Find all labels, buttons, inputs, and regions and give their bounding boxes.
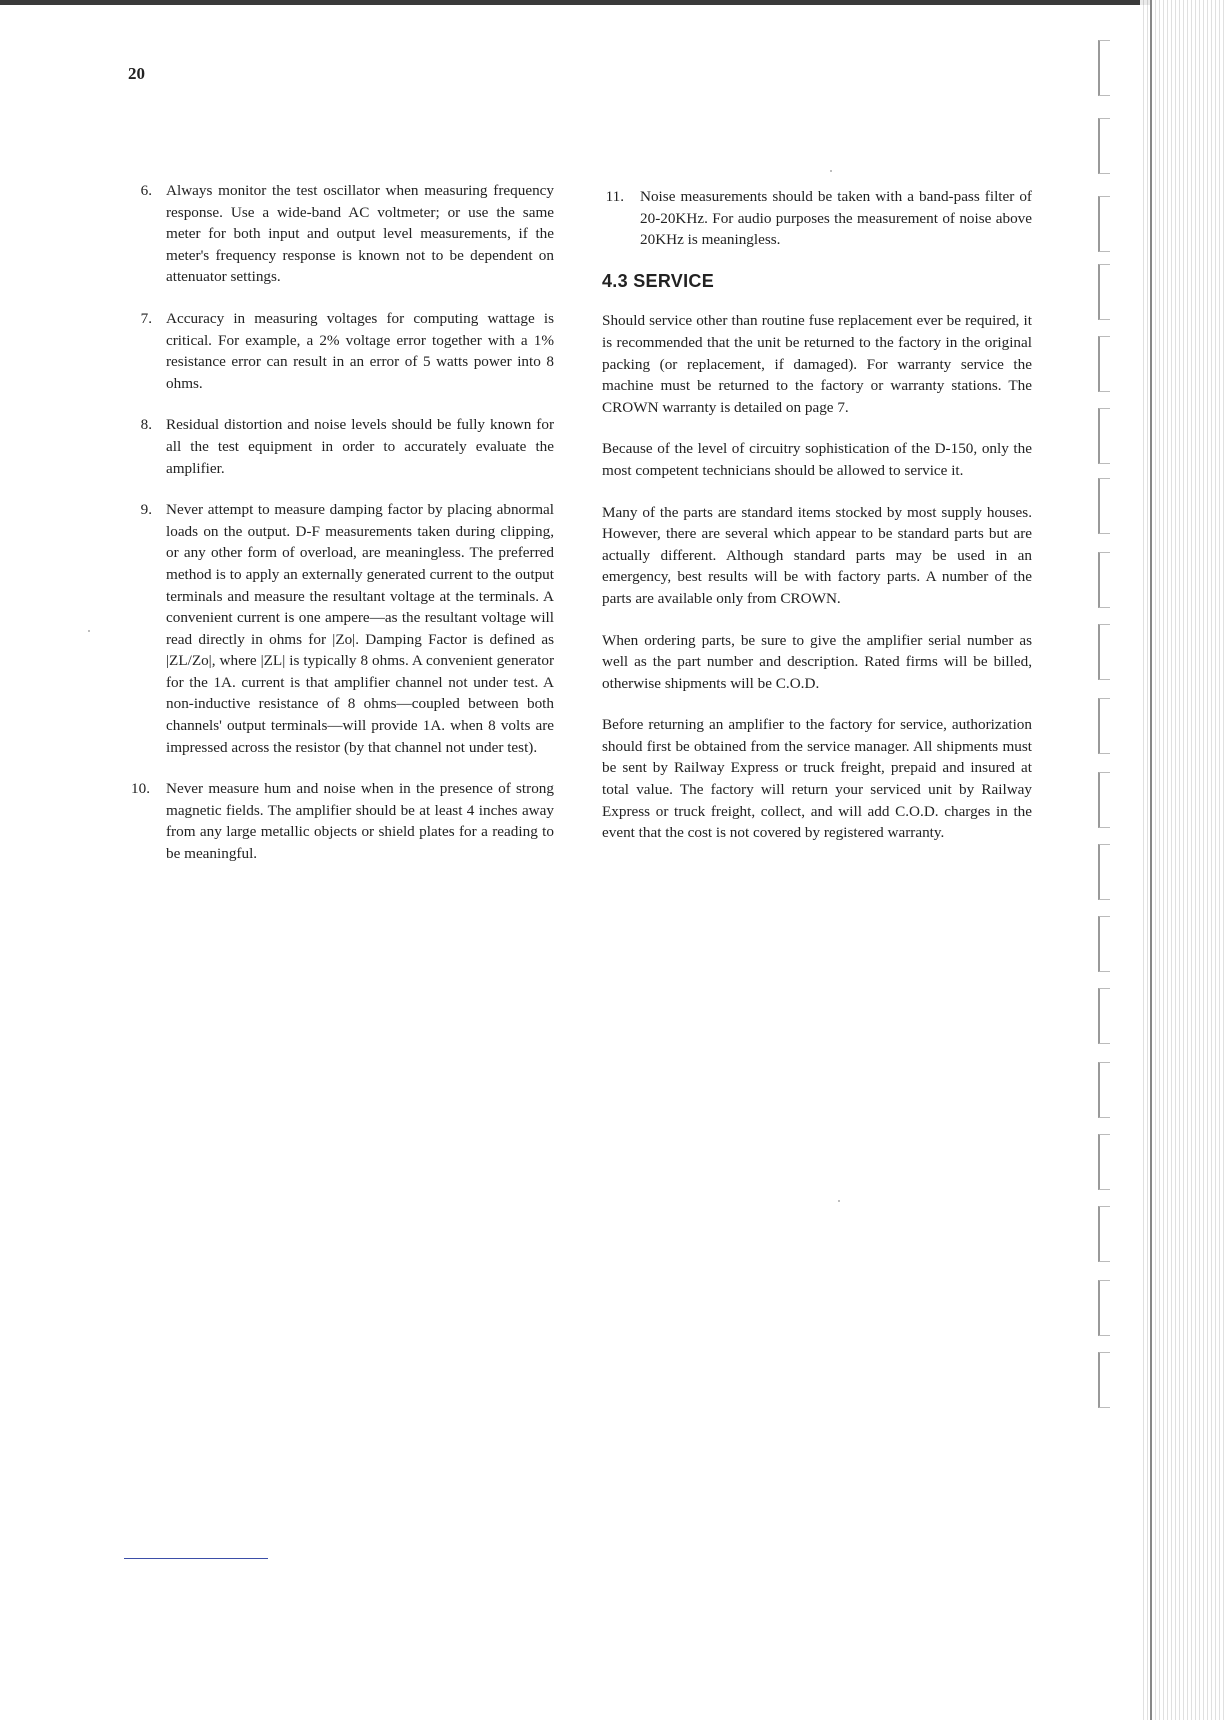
item-text: Residual distortion and noise levels should be fully known for all the test equipment in order to accurately evaluate the amplifier. [166,416,554,477]
binding-hole [1098,772,1110,828]
item-number: 6. [140,182,152,199]
item-text: Accuracy in measuring voltages for computing wattage is critical. For example, a 2% voltage error together with a 1% resistance error can result in an error of 5 watts power into 8 ohms. [166,309,554,392]
binding-hole [1098,988,1110,1044]
binding-hole [1098,624,1110,680]
binding-hole [1098,1280,1110,1336]
binding-hole [1098,1062,1110,1118]
service-paragraph: Before returning an amplifier to the factory for service, authorization should first be obtained from the service manager. All shipments must be sent by Railway Express or truck freight, prepaid and insured at total value. The factory will return your serviced unit by Railway Express or truck freight, collect, and will add C.O.D. charges in the event that the cost is not covered by registered warranty. [602,716,1032,842]
list-item [124,414,554,479]
section-heading: 4.3 SERVICE [602,270,715,291]
list-item [124,499,554,758]
top-border-rule [0,0,1150,5]
service-paragraph: Should service other than routine fuse replacement ever be required, it is recommended that the unit be returned to the factory in the original packing (or replacement, if damaged). For warranty service the machine must be returned to the factory or warranty stations. The CROWN warranty is detailed on page 7. [602,312,1032,416]
binding-hole [1098,408,1110,464]
item-text: Never measure hum and noise when in the presence of strong magnetic fields. The amplifier should be at least 4 inches away from any large metallic objects or shield plates for a reading to be meaningful. [166,780,554,863]
binding-edge [1150,0,1152,1720]
item-text: Never attempt to measure damping factor by placing abnormal loads on the output. D-F measurements taken during clipping, or any other form of overload, are meaningless. The preferred method is to apply an externally generated current to the output terminals and measure the resultant voltage at the terminals. A convenient current is one ampere—as the resultant voltage will read directly in ohms for |Zo|. Damping Factor is defined as |ZL/Zo|, where |ZL| is typically 8 ohms. A convenient generator for the 1A. current is that amplifier channel not under test. A non-inductive resistance of 8 ohms—coupled between both channels' output terminals—will provide 1A. when 8 volts are impressed across the resistor (by that channel not under test). [166,501,554,756]
item-number: 11. [605,188,624,205]
binding-hole [1098,844,1110,900]
right-column [598,186,1032,864]
scan-speck [838,1200,840,1202]
binding-hole [1098,196,1110,252]
binding-hole [1098,336,1110,392]
page-number: 20 [128,64,145,83]
binding-hole [1098,1352,1110,1408]
service-paragraph: Many of the parts are standard items stocked by most supply houses. However, there are several which appear to be standard parts but are actually different. Although standard parts may be used in an emergency, best results will be with factory parts. A number of the parts are available only from CROWN. [602,503,1032,607]
service-paragraph: When ordering parts, be sure to give the amplifier serial number as well as the part number and description. Rated firms will be billed, otherwise shipments will be C.O.D. [602,631,1032,692]
binding-hole [1098,1134,1110,1190]
binding-hole [1098,552,1110,608]
service-paragraph: Because of the level of circuitry sophistication of the D-150, only the most competent technicians should be allowed to service it. [602,440,1032,479]
scan-speck [88,630,90,632]
item-number: 8. [140,416,152,434]
item-text: Always monitor the test oscillator when measuring frequency response. Use a wide-band AC voltmeter; or use the same meter for both input and output level measurements, if the meter's frequency response is known not to be dependent on attenuator settings. [166,182,554,286]
list-item [124,308,554,394]
item-number: 10. [131,780,150,798]
scan-speck [830,170,832,172]
left-column [124,180,554,885]
binding-hole [1098,264,1110,320]
binding-hole [1098,40,1110,96]
binding-hole [1098,1206,1110,1262]
item-number: 7. [140,309,152,327]
page-edge-texture [1140,0,1224,1720]
item-number: 9. [140,501,152,519]
binding-hole [1098,916,1110,972]
binding-hole [1098,478,1110,534]
footer-line [124,1558,268,1559]
list-item [598,186,1032,251]
binding-hole [1098,118,1110,174]
item-text: Noise measurements should be taken with a band-pass filter of 20-20KHz. For audio purposes the measurement of noise above 20KHz is meaningless. [640,188,1032,249]
binding-hole [1098,698,1110,754]
list-item [124,180,554,288]
list-item [124,778,554,864]
